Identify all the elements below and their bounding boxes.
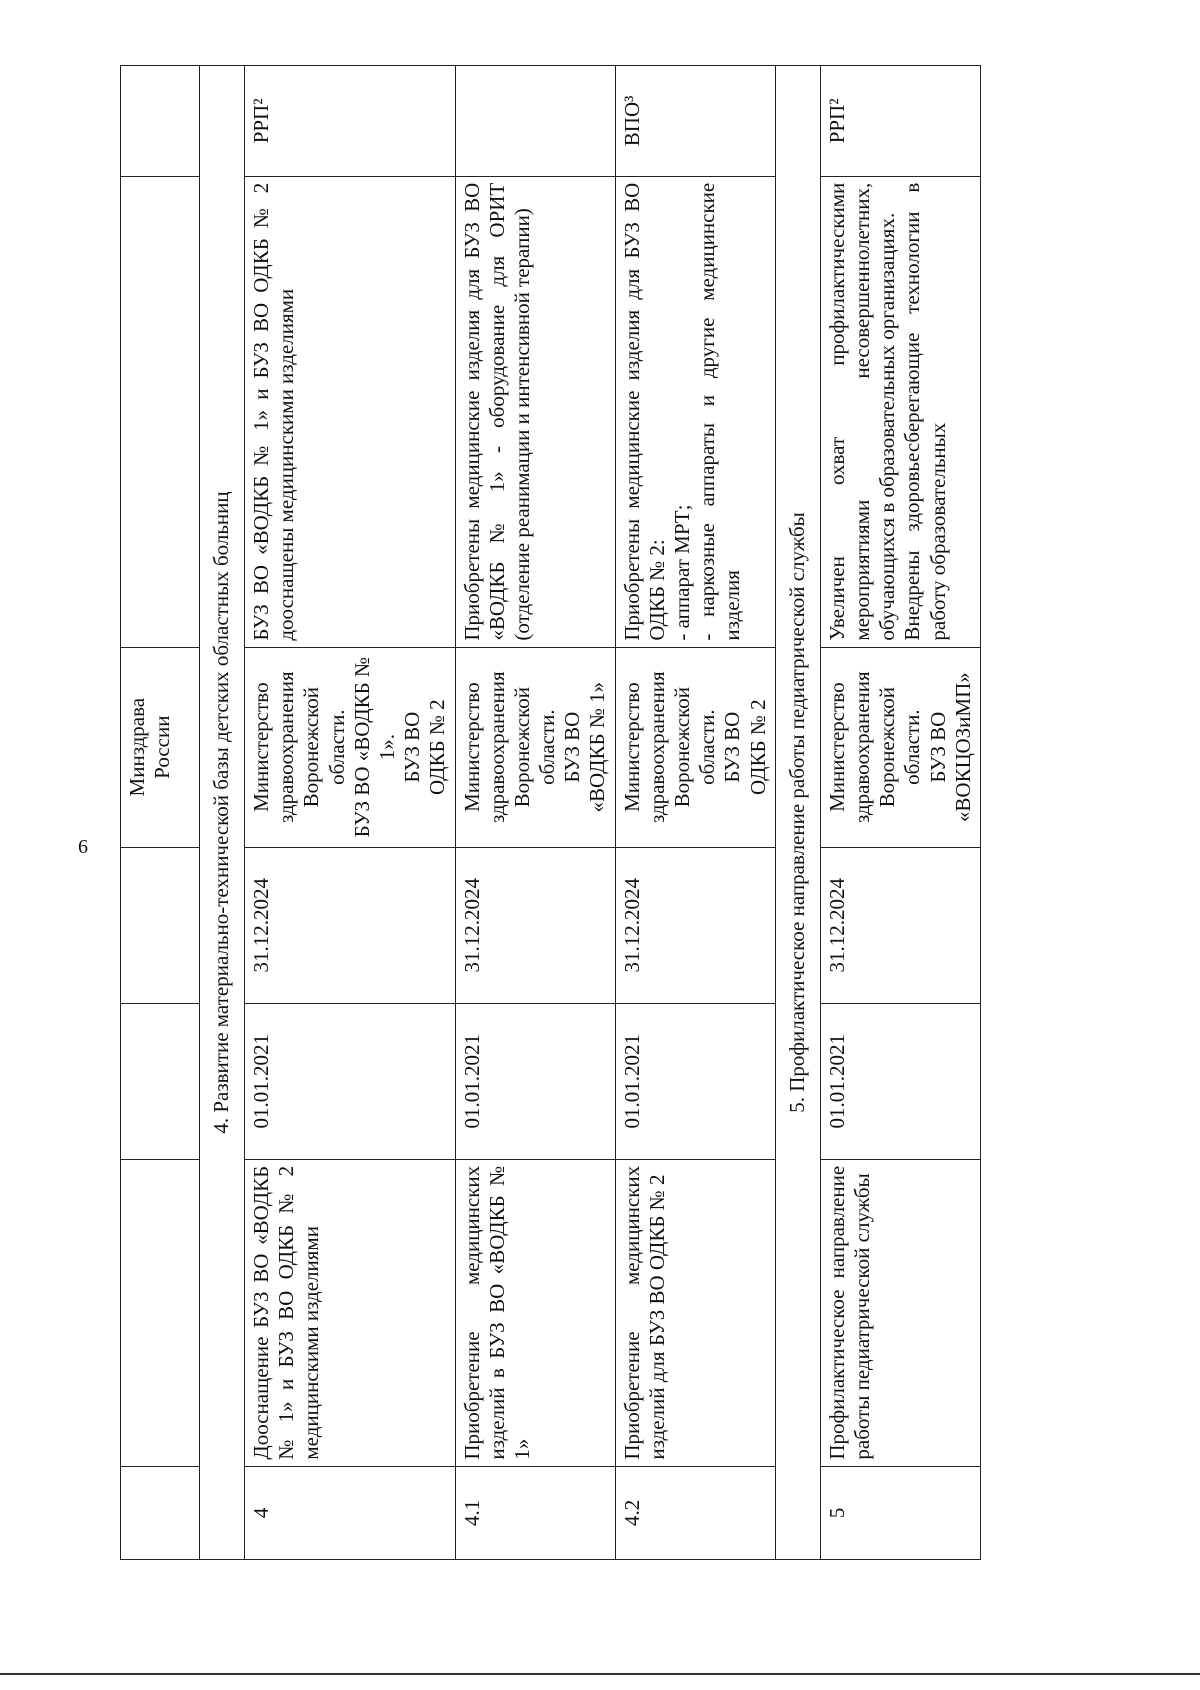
- rotated-table-container: [120, 65, 1110, 1560]
- row-number: 4.2: [615, 1466, 775, 1559]
- table-row: [615, 66, 775, 1560]
- note: РРП²: [820, 66, 980, 177]
- row-number: 4: [245, 1466, 456, 1559]
- row-number: 5: [820, 1466, 980, 1559]
- end-date: 31.12.2024: [820, 847, 980, 1003]
- note: [455, 66, 615, 177]
- section-row-5: [775, 66, 820, 1560]
- plan-table: [120, 65, 981, 1560]
- activity-name: Приобретение медицинских изделий в БУЗ ВО «ВОДКБ № 1»: [455, 1159, 615, 1466]
- row-number: 4.1: [455, 1466, 615, 1559]
- activity-name: Профилактическое направление работы педиатрической службы: [820, 1159, 980, 1466]
- section-title: 4. Развитие материально-технической базы детских областных больниц: [200, 66, 245, 1560]
- activity-name: Приобретение медицинских изделий для БУЗ ВО ОДКБ № 2: [615, 1159, 775, 1466]
- start-date: 01.01.2021: [245, 1003, 456, 1159]
- responsible-fragment: Минздрава России: [121, 647, 200, 847]
- responsible: Министерство здравоохранения Воронежской области. БУЗ ВО «ВОДКБ № 1»: [455, 647, 615, 847]
- section-title: 5. Профилактическое направление работы педиатрической службы: [775, 66, 820, 1560]
- section-row-4: [200, 66, 245, 1560]
- bottom-rule: [0, 1673, 1200, 1675]
- table-row: [820, 66, 980, 1560]
- responsible: Министерство здравоохранения Воронежской области. БУЗ ВО «ВОДКБ № 1». БУЗ ВО ОДКБ № 2: [245, 647, 456, 847]
- start-date: 01.01.2021: [820, 1003, 980, 1159]
- note: ВПО³: [615, 66, 775, 177]
- end-date: 31.12.2024: [245, 847, 456, 1003]
- expected-result: Приобретены медицинские изделия для БУЗ ВО ОДКБ № 2: - аппарат МРТ; - наркозные аппараты и другие медицинские изделия: [615, 176, 775, 647]
- responsible: Министерство здравоохранения Воронежской области. БУЗ ВО «ВОКЦОЗиМП»: [820, 647, 980, 847]
- expected-result: Приобретены медицинские изделия для БУЗ ВО «ВОДКБ № 1» - оборудование для ОРИТ (отделение реанимации и интенсивной терапии): [455, 176, 615, 647]
- page-number: 6: [78, 836, 88, 858]
- table-row: [455, 66, 615, 1560]
- end-date: 31.12.2024: [615, 847, 775, 1003]
- expected-result: БУЗ ВО «ВОДКБ № 1» и БУЗ ВО ОДКБ № 2 дооснащены медицинскими изделиями: [245, 176, 456, 647]
- note: РРП²: [245, 66, 456, 177]
- end-date: 31.12.2024: [455, 847, 615, 1003]
- activity-name: Дооснащение БУЗ ВО «ВОДКБ № 1» и БУЗ ВО ОДКБ № 2 медицинскими изделиями: [245, 1159, 456, 1466]
- responsible: Министерство здравоохранения Воронежской области. БУЗ ВО ОДКБ № 2: [615, 647, 775, 847]
- table-header-row: [121, 66, 200, 1560]
- expected-result: Увеличен охват профилактическими мероприятиями несовершеннолетних, обучающихся в образовательных организациях. Внедрены здоровьесберегающие технологии в работу образовательных: [820, 176, 980, 647]
- table-row: [245, 66, 456, 1560]
- start-date: 01.01.2021: [615, 1003, 775, 1159]
- start-date: 01.01.2021: [455, 1003, 615, 1159]
